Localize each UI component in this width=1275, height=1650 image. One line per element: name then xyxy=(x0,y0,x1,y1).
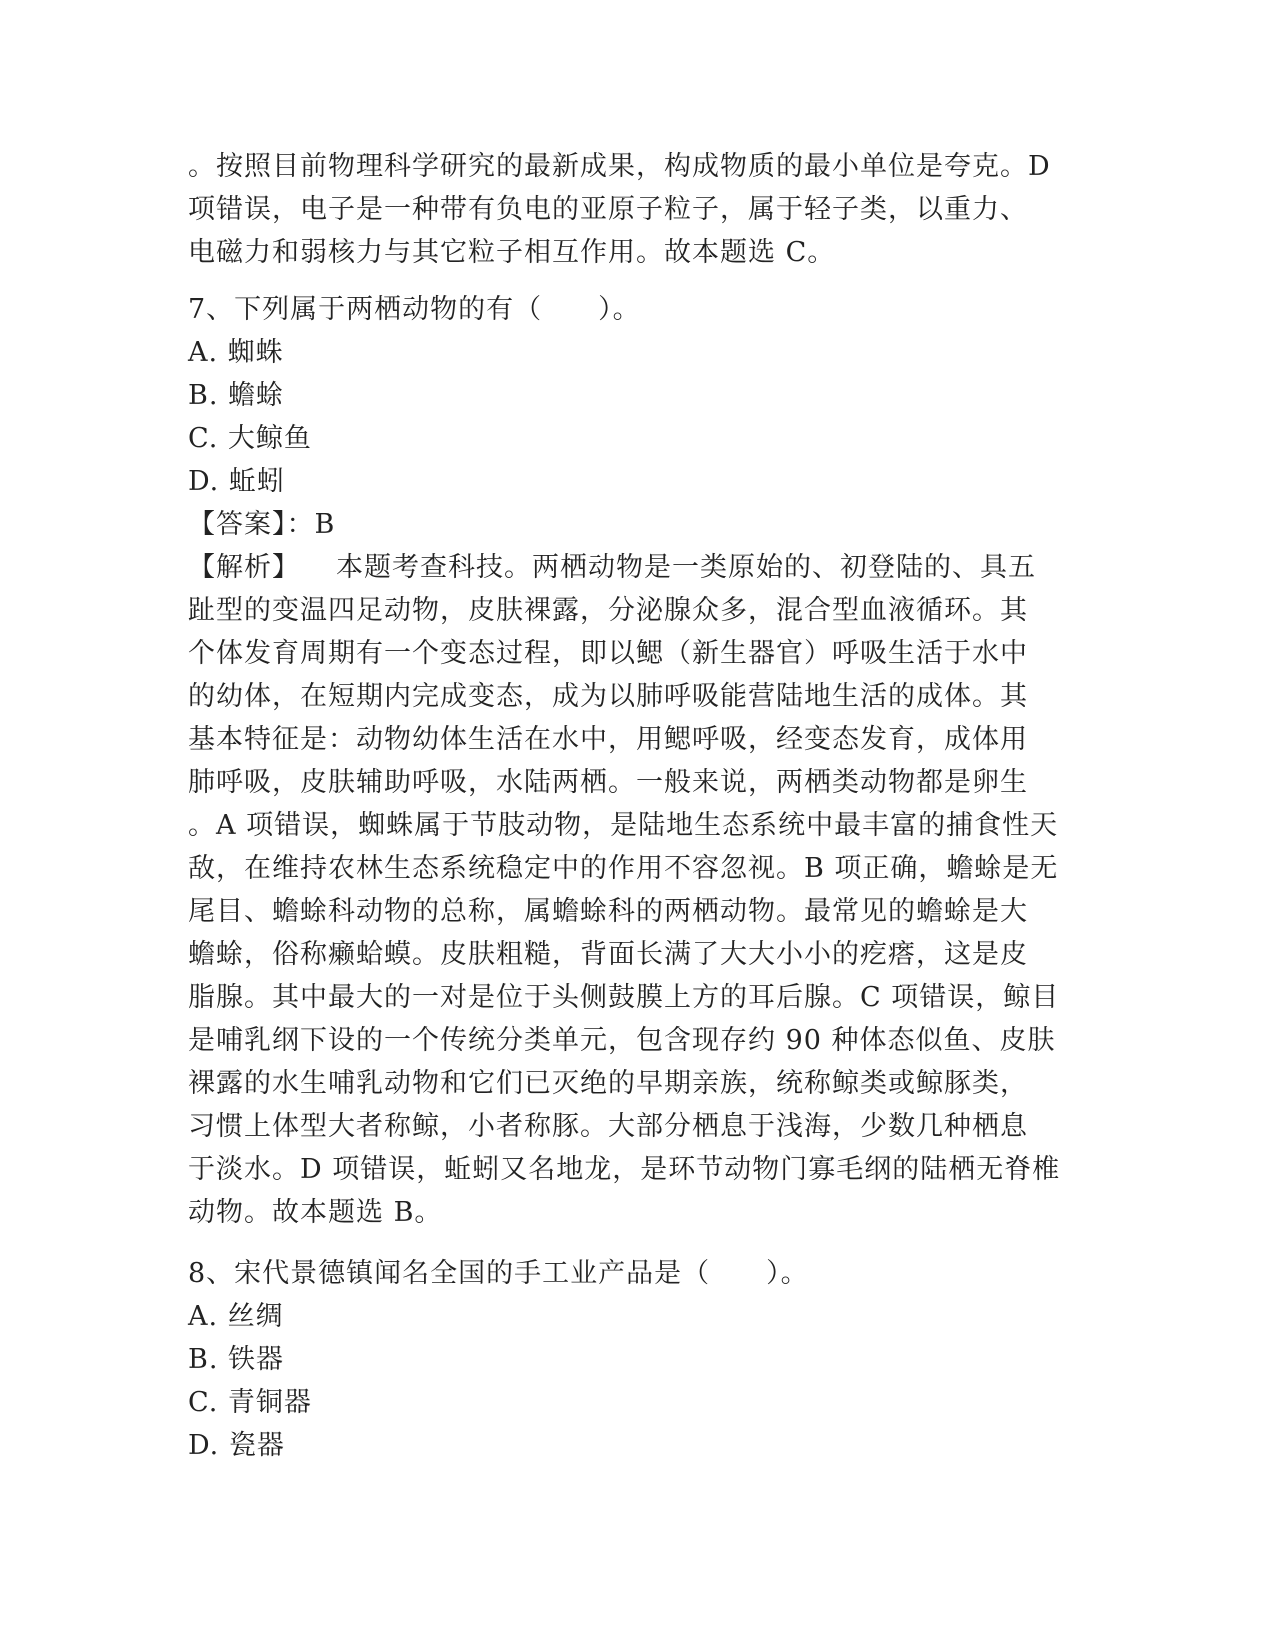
option-c: C. 大鲸鱼 xyxy=(188,423,312,454)
analysis-text: 本题考查科技。两栖动物是一类原始的、初登陆的、具五 xyxy=(336,552,1036,583)
analysis-line: 趾型的变温四足动物，皮肤裸露，分泌腺众多，混合型血液循环。其 xyxy=(188,595,1028,626)
option-b: B. 蟾蜍 xyxy=(188,380,285,411)
spacer xyxy=(188,1234,1088,1252)
answer-value: B xyxy=(314,509,336,540)
option-d: D. 蚯蚓 xyxy=(188,466,285,497)
analysis-line: 习惯上体型大者称鲸，小者称豚。大部分栖息于浅海，少数几种栖息 xyxy=(188,1111,1028,1142)
prev-explanation xyxy=(188,145,1088,274)
question-text: 7、下列属于两栖动物的有（ ）。 xyxy=(188,294,641,325)
analysis-line: 基本特征是：动物幼体生活在水中，用鳃呼吸，经变态发育，成体用 xyxy=(188,724,1028,755)
text-line: 电磁力和弱核力与其它粒子相互作用。故本题选 C。 xyxy=(188,237,836,268)
answer-line xyxy=(188,503,1088,546)
spacer xyxy=(188,274,1088,288)
analysis-line: 个体发育周期有一个变态过程，即以鳃（新生器官）呼吸生活于水中 xyxy=(188,638,1028,669)
option-b: B. 铁器 xyxy=(188,1344,285,1375)
analysis-line: 肺呼吸，皮肤辅助呼吸，水陆两栖。一般来说，两栖类动物都是卵生 xyxy=(188,767,1028,798)
analysis-line: 的幼体，在短期内完成变态，成为以肺呼吸能营陆地生活的成体。其 xyxy=(188,681,1028,712)
option-d: D. 瓷器 xyxy=(188,1430,285,1461)
answer-label: 【答案】 xyxy=(188,509,287,540)
analysis-line: 尾目、蟾蜍科动物的总称，属蟾蜍科的两栖动物。最常见的蟾蜍是大 xyxy=(188,896,1028,927)
option-a: A. 蜘蛛 xyxy=(188,337,284,368)
analysis-line: 动物。故本题选 B。 xyxy=(188,1197,443,1228)
analysis-line: 敌，在维持农林生态系统稳定中的作用不容忽视。B 项正确，蟾蜍是无 xyxy=(188,853,1059,884)
text-line: 。按照目前物理科学研究的最新成果，构成物质的最小单位是夸克。D xyxy=(188,151,1051,182)
text-line: 项错误，电子是一种带有负电的亚原子粒子，属于轻子类，以重力、 xyxy=(188,194,1028,225)
analysis-first-line xyxy=(188,546,1088,589)
question-7 xyxy=(188,288,1088,1234)
analysis-line: 蟾蜍，俗称癞蛤蟆。皮肤粗糙，背面长满了大大小小的疙瘩，这是皮 xyxy=(188,939,1028,970)
analysis-line: 裸露的水生哺乳动物和它们已灭绝的早期亲族，统称鲸类或鲸豚类， xyxy=(188,1068,1028,1099)
option-c: C. 青铜器 xyxy=(188,1387,312,1418)
option-a: A. 丝绸 xyxy=(188,1301,284,1332)
analysis-label: 【解析】 xyxy=(188,552,300,583)
question-text: 8、宋代景德镇闻名全国的手工业产品是（ ）。 xyxy=(188,1258,809,1289)
analysis-line: 。A 项错误，蜘蛛属于节肢动物，是陆地生态系统中最丰富的捕食性天 xyxy=(188,810,1059,841)
document-content xyxy=(188,145,1088,1467)
analysis-line: 是哺乳纲下设的一个传统分类单元，包含现存约 90 种体态似鱼、皮肤 xyxy=(188,1025,1056,1056)
answer-separator: ： xyxy=(286,509,315,540)
analysis-line: 于淡水。D 项错误，蚯蚓又名地龙，是环节动物门寡毛纲的陆栖无脊椎 xyxy=(188,1154,1061,1185)
analysis-line: 脂腺。其中最大的一对是位于头侧鼓膜上方的耳后腺。C 项错误，鲸目 xyxy=(188,982,1060,1013)
question-8 xyxy=(188,1252,1088,1467)
